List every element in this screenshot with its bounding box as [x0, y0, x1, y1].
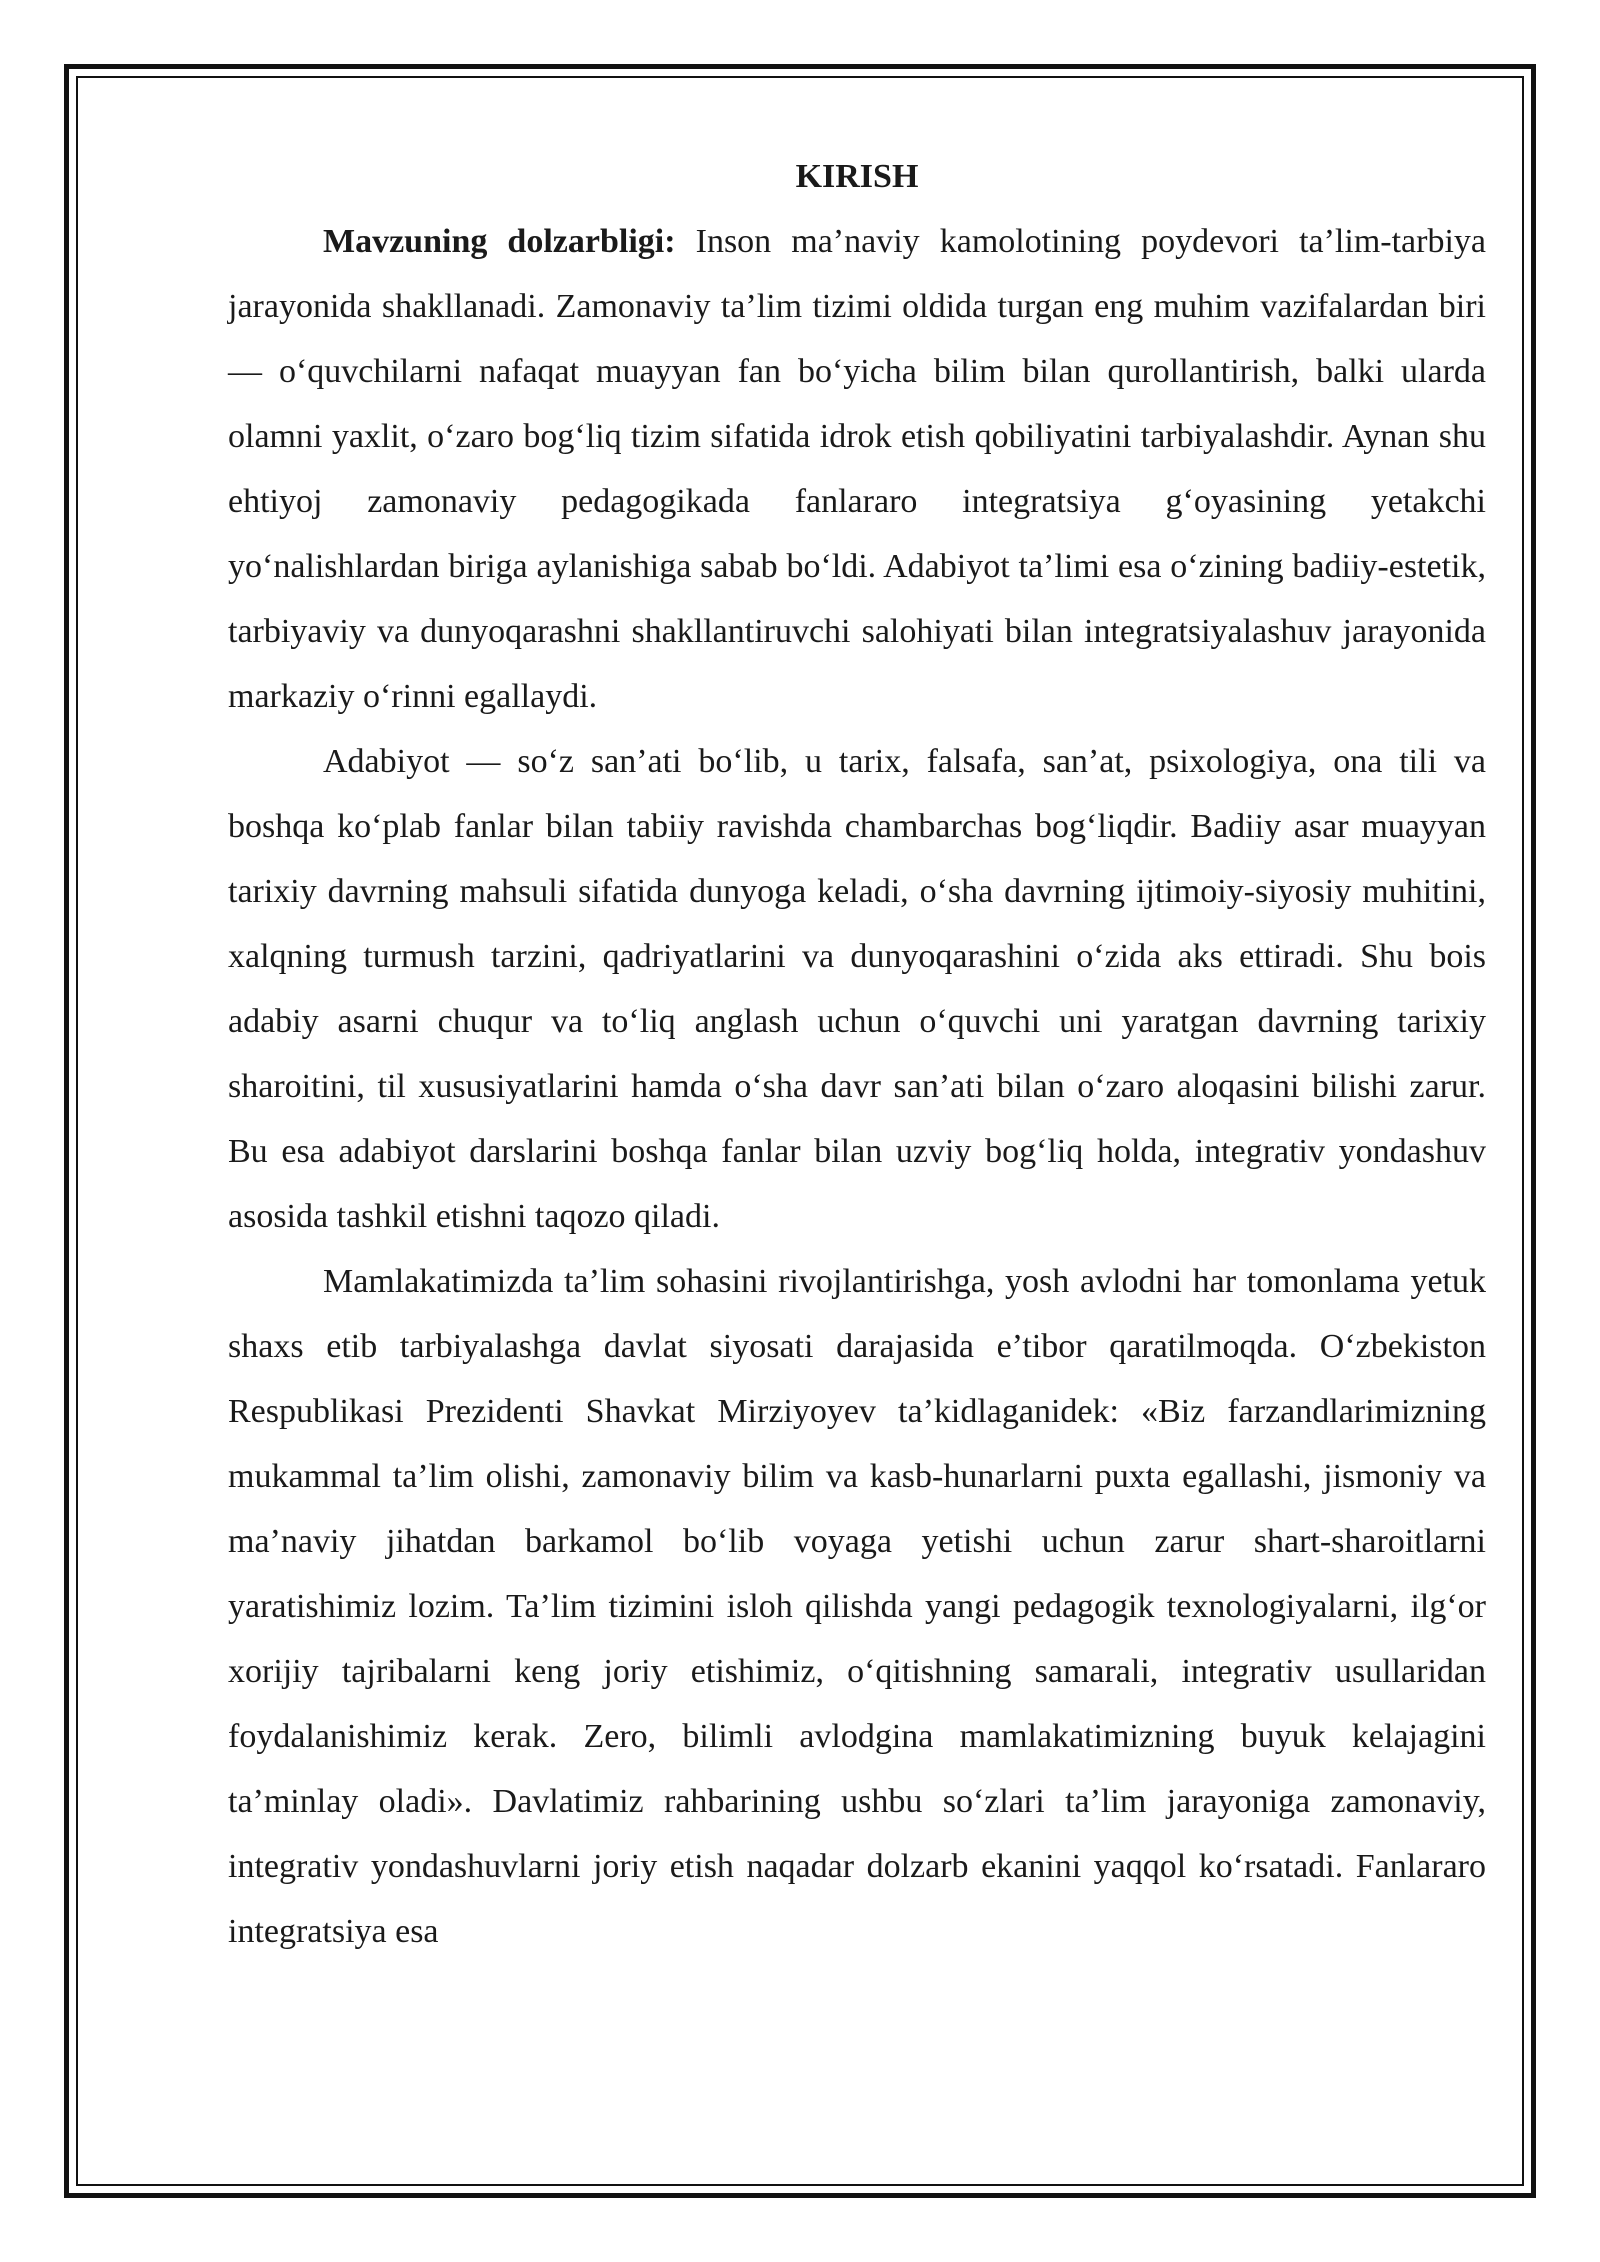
- paragraph-text: Mamlakatimizda ta’lim sohasini rivojlantirishga, yosh avlodni har tomonlama yetuk shaxs etib tarbiyalashga davlat siyosati darajasida e’tibor qaratilmoqda. O‘zbekiston Respublikasi Prezidenti Shavkat Mirziyoyev ta’kidlaganidek: «Biz farzandlarimizning mukammal ta’lim olishi, zamonaviy bilim va kasb-hunarlarni puxta egallashi, jismoniy va ma’naviy jihatdan barkamol bo‘lib voyaga yetishi uchun zarur shart-sharoitlarni yaratishimiz lozim. Ta’lim tizimini isloh qilishda yangi pedagogik texnologiyalarni, ilg‘or xorijiy tajribalarni keng joriy etishimiz, o‘qitishning samarali, integrativ usullaridan foydalanishimiz kerak. Zero, bilimli avlodgina mamlakatimizning buyuk kelajagini ta’minlay oladi». Davlatimiz rahbarining ushbu so‘zlari ta’lim jarayoniga zamonaviy, integrativ yondashuvlarni joriy etish naqadar dolzarb ekanini yaqqol ko‘rsatadi. Fanlararo integratsiya esa: [228, 1263, 1486, 1950]
- paragraph-relevance: [228, 209, 1486, 729]
- document-body: [228, 144, 1486, 1964]
- paragraph-state-policy: [228, 1249, 1486, 1964]
- paragraph-text: Inson ma’naviy kamolotining poydevori ta’lim-tarbiya jarayonida shakllanadi. Zamonaviy ta’lim tizimi oldida turgan eng muhim vazifalardan biri — o‘quvchilarni nafaqat muayyan fan bo‘yicha bilim bilan qurollantirish, balki ularda olamni yaxlit, o‘zaro bog‘liq tizim sifatida idrok etish qobiliyatini tarbiyalashdir. Aynan shu ehtiyoj zamonaviy pedagogikada fanlararo integratsiya g‘oyasining yetakchi yo‘nalishlardan biriga aylanishiga sabab bo‘ldi. Adabiyot ta’limi esa o‘zining badiiy-estetik, tarbiyaviy va dunyoqarashni shakllantiruvchi salohiyati bilan integratsiyalashuv jarayonida markaziy o‘rinni egallaydi.: [228, 223, 1486, 715]
- page-title: KIRISH: [795, 158, 919, 195]
- paragraph-text: Adabiyot — so‘z san’ati bo‘lib, u tarix, falsafa, san’at, psixologiya, ona tili va boshqa ko‘plab fanlar bilan tabiiy ravishda chambarchas bog‘liqdir. Badiiy asar muayyan tarixiy davrning mahsuli sifatida dunyoga keladi, o‘sha davrning ijtimoiy-siyosiy muhitini, xalqning turmush tarzini, qadriyatlarini va dunyoqarashini o‘zida aks ettiradi. Shu bois adabiy asarni chuqur va to‘liq anglash uchun o‘quvchi uni yaratgan davrning tarixiy sharoitini, til xususiyatlarini hamda o‘sha davr san’ati bilan o‘zaro aloqasini bilishi zarur. Bu esa adabiyot darslarini boshqa fanlar bilan uzviy bog‘liq holda, integrativ yondashuv asosida tashkil etishni taqozo qiladi.: [228, 743, 1486, 1235]
- paragraph-lead: Mavzuning dolzarbligi:: [323, 223, 676, 260]
- paragraph-literature: [228, 729, 1486, 1249]
